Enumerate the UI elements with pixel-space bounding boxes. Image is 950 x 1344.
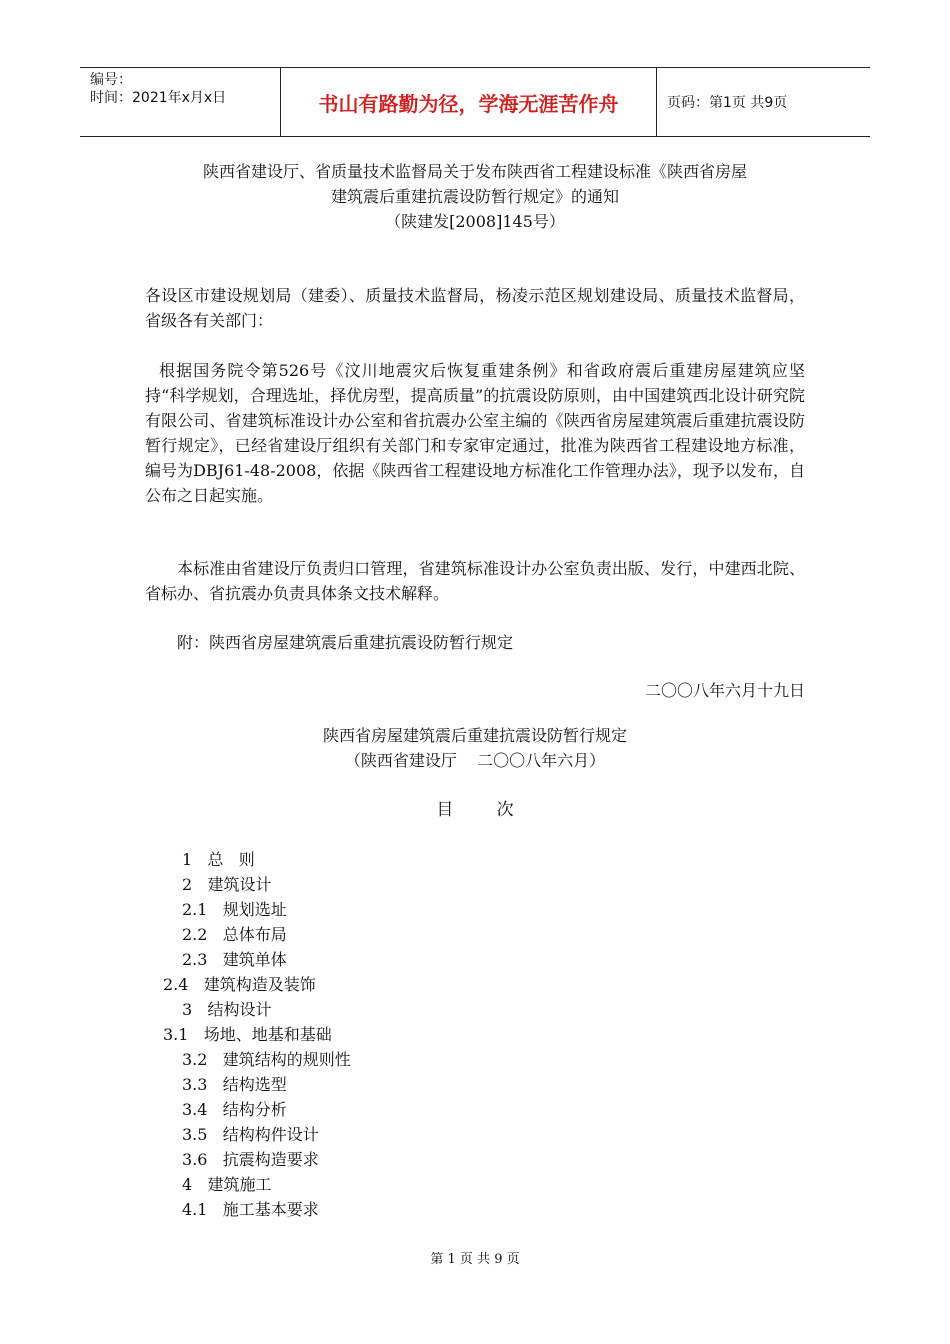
toc-item: 3.4 结构分析: [182, 1100, 287, 1119]
time-label: 时间：2021年x月x日: [90, 90, 227, 106]
notice-doc-number: （陕建发[2008]145号）: [385, 212, 565, 231]
toc-item: 3.2 建筑结构的规则性: [182, 1050, 351, 1069]
header-motto: 书山有路勤为径，学海无涯苦作舟: [281, 68, 657, 136]
notice-recipients: 各设区市建设规划局（建委）、质量技术监督局，杨凌示范区规划建设局、质量技术监督局，省级各有关部门：: [145, 286, 805, 330]
notice-paragraph-1: 根据国务院令第526号《汶川地震灾后恢复重建条例》和省政府震后重建房屋建筑应坚持“科学规划，合理选址，择优房型，提高质量”的抗震设防原则，由中国建筑西北设计研究院有限公司、省建筑标准设计办公室和省抗震办公室主编的《陕西省房屋建筑震后重建抗震设防暂行规定》，已经省建设厅组织有关部门和专家审定通过，批准为陕西省工程建设地方标准，编号为DBJ61-48-2008，依据《陕西省工程建设地方标准化工作管理办法》，现予以发布，自公布之日起实施。: [145, 361, 805, 505]
page-header: [80, 67, 870, 137]
regulation-title: 陕西省房屋建筑震后重建抗震设防暂行规定: [322, 726, 627, 745]
toc-item: 1 总 则: [182, 850, 255, 869]
page-footer: 第 1 页 共 9 页: [430, 1252, 520, 1267]
toc-item: 4.1 施工基本要求: [182, 1200, 319, 1219]
toc-item: 2.2 总体布局: [182, 925, 287, 944]
notice-title-line2: 建筑震后重建抗震设防暂行规定》的通知: [330, 187, 619, 206]
toc-item: 3.1 场地、地基和基础: [163, 1025, 332, 1044]
toc-item: 4 建筑施工: [182, 1175, 272, 1194]
notice-paragraph-2: 本标准由省建设厅负责归口管理，省建筑标准设计办公室负责出版、发行，中建西北院、省标办、省抗震办负责具体条文技术解释。: [145, 559, 805, 603]
number-label: 编号：: [90, 72, 132, 88]
header-meta: [80, 68, 281, 136]
notice-date: 二〇〇八年六月十九日: [644, 681, 805, 700]
toc-item: 2.1 规划选址: [182, 900, 287, 919]
toc-item: 2 建筑设计: [182, 875, 272, 894]
notice-attachment: 附：陕西省房屋建筑震后重建抗震设防暂行规定: [177, 633, 514, 652]
header-page-info: 页码：第1页 共9页: [667, 95, 788, 111]
regulation-subtitle: （陕西省建设厅 二〇〇八年六月）: [344, 751, 606, 770]
toc-item: 3.5 结构构件设计: [182, 1125, 319, 1144]
toc-item: 3 结构设计: [182, 1000, 272, 1019]
toc-item: 2.4 建筑构造及装饰: [163, 975, 316, 994]
toc-item: 2.3 建筑单体: [182, 950, 287, 969]
notice-title-line1: 陕西省建设厅、省质量技术监督局关于发布陕西省工程建设标准《陕西省房屋: [202, 162, 747, 181]
toc-item: 3.3 结构选型: [182, 1075, 287, 1094]
toc-heading: 目 次: [436, 800, 514, 820]
toc-item: 3.6 抗震构造要求: [182, 1150, 319, 1169]
